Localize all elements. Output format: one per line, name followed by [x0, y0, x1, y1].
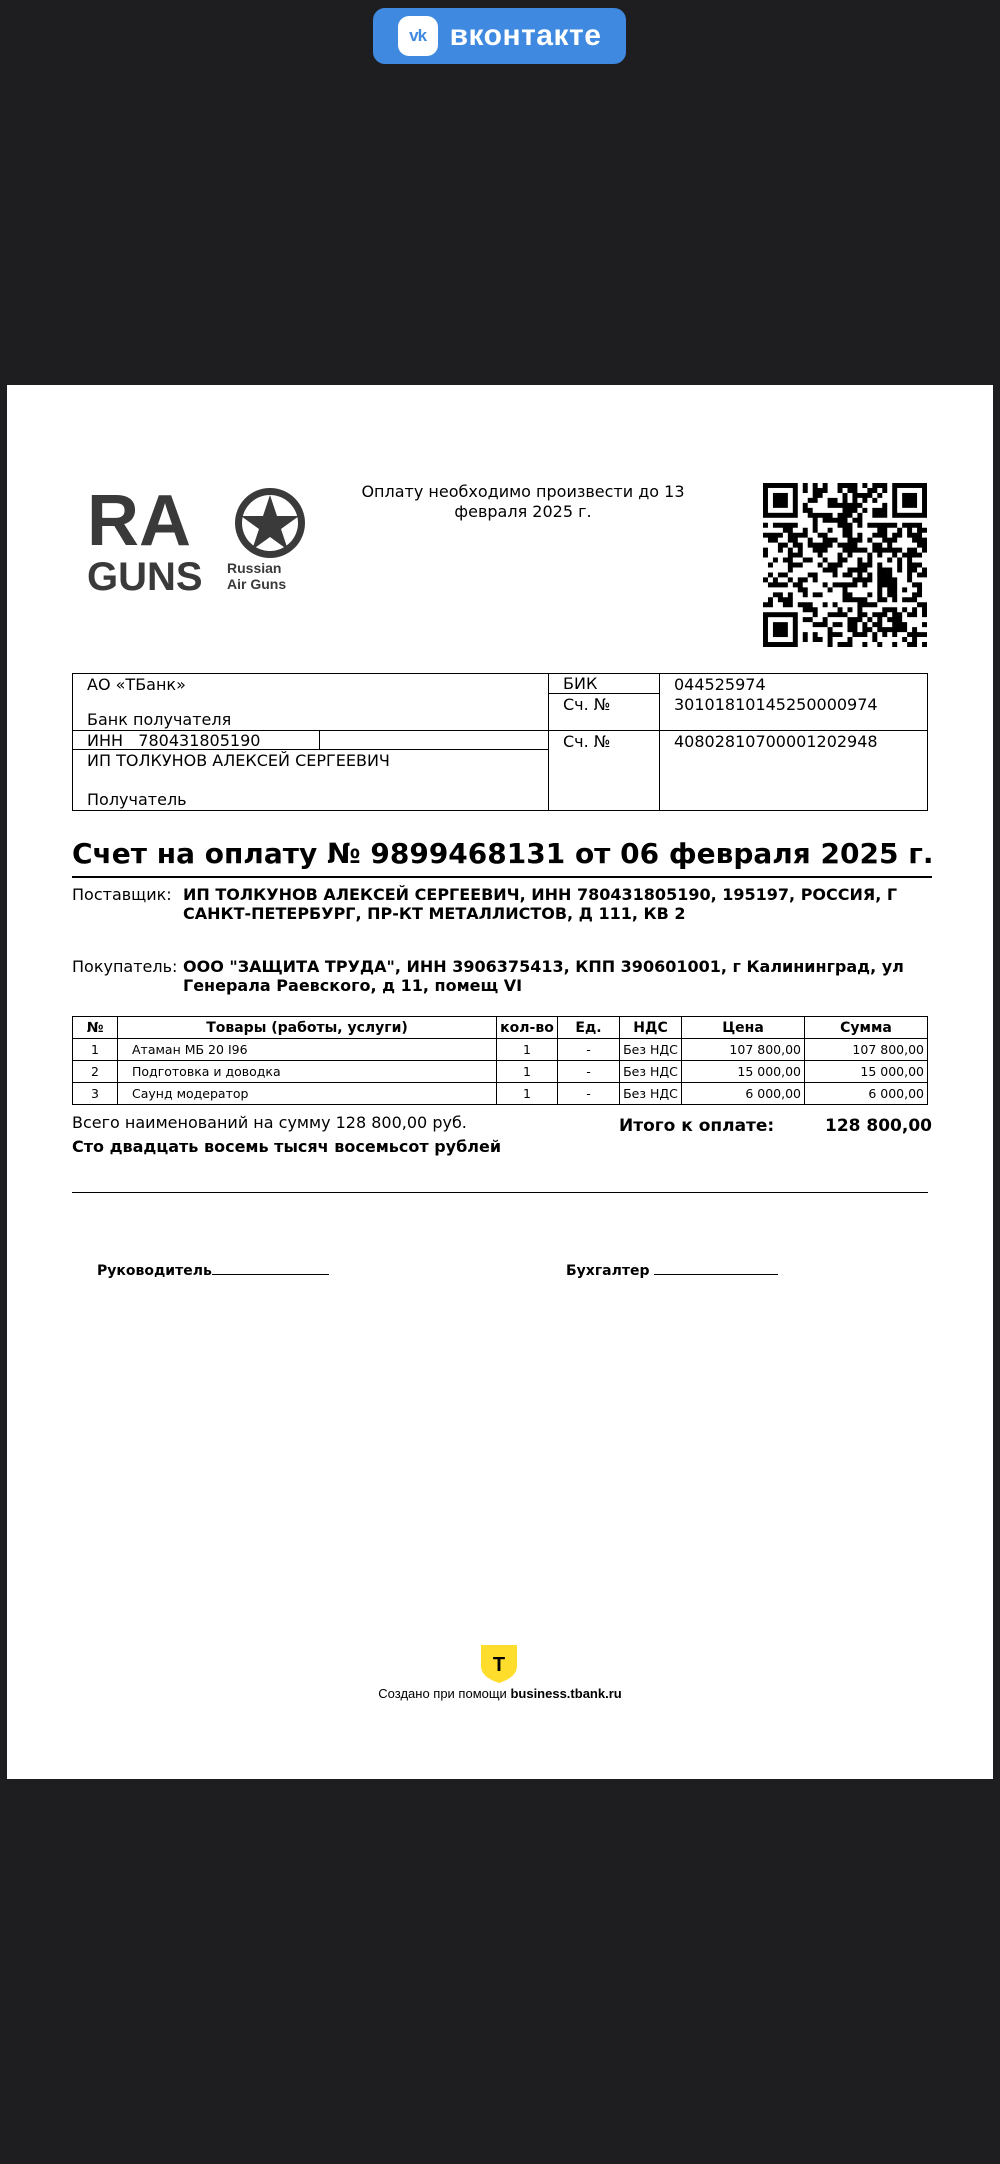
- cell-unit: -: [558, 1083, 620, 1105]
- svg-text:Air Guns: Air Guns: [227, 576, 287, 592]
- invoice-title: Счет на оплату № 9899468131 от 06 февраля 2025 г.: [72, 837, 932, 878]
- footer-site-link[interactable]: business.tbank.ru: [510, 1686, 622, 1701]
- bank-name: АО «ТБанк»: [87, 675, 186, 694]
- cell-num: 1: [73, 1039, 118, 1061]
- recipient-bank-label: Банк получателя: [87, 710, 232, 729]
- bik-label: БИК: [549, 674, 660, 694]
- signature-head: Руководитель: [97, 1263, 329, 1279]
- tbank-logo-icon: [480, 1644, 518, 1684]
- col-header: НДС: [620, 1017, 682, 1039]
- bank-details-table: [72, 673, 928, 811]
- svg-text:GUNS: GUNS: [87, 555, 203, 595]
- cell-vat: Без НДС: [620, 1061, 682, 1083]
- cell-qty: 1: [497, 1083, 558, 1105]
- svg-text:RA: RA: [87, 485, 191, 561]
- cell-vat: Без НДС: [620, 1039, 682, 1061]
- cell-qty: 1: [497, 1039, 558, 1061]
- cell-name: Саунд модератор: [118, 1083, 497, 1105]
- corr-account-label: Сч. №: [549, 694, 660, 731]
- bik-value: 044525974: [674, 675, 766, 694]
- cell-vat: Без НДС: [620, 1083, 682, 1105]
- supplier-value: ИП ТОЛКУНОВ АЛЕКСЕЙ СЕРГЕЕВИЧ, ИНН 780431805190, 195197, РОССИЯ, Г САНКТ-ПЕТЕРБУРГ, ПР-КТ МЕТАЛЛИСТОВ, Д 111, КВ 2: [183, 885, 898, 923]
- supplier-label: Поставщик:: [72, 885, 172, 904]
- col-header: Товары (работы, услуги): [118, 1017, 497, 1039]
- cell-unit: -: [558, 1061, 620, 1083]
- total-in-words: Сто двадцать восемь тысяч восемьсот рублей: [72, 1137, 502, 1156]
- signature-accountant: Бухгалтер: [566, 1263, 778, 1279]
- total-value: 128 800,00: [825, 1116, 933, 1136]
- table-row: [73, 1061, 928, 1083]
- buyer-label: Покупатель:: [72, 957, 178, 976]
- cell-num: 2: [73, 1061, 118, 1083]
- footer-credit: Создано при помощи business.tbank.ru: [378, 1686, 622, 1701]
- account-label: Сч. №: [549, 731, 660, 811]
- cell-qty: 1: [497, 1061, 558, 1083]
- inn-field: ИНН 780431805190: [73, 731, 320, 749]
- cell-sum: 6 000,00: [805, 1083, 928, 1105]
- cell-num: 3: [73, 1083, 118, 1105]
- vk-logo-icon: vk: [398, 16, 438, 56]
- recipient-label: Получатель: [87, 790, 187, 809]
- vk-label: вконтакте: [449, 19, 602, 52]
- cell-name: Подготовка и доводка: [118, 1061, 497, 1083]
- buyer-value: ООО "ЗАЩИТА ТРУДА", ИНН 3906375413, КПП 390601001, г Калининград, ул Генерала Раевского, д 11, помещ VI: [183, 957, 904, 995]
- payment-deadline-note: Оплату необходимо произвести до 13 февраля 2025 г.: [361, 482, 685, 521]
- col-header: кол-во: [497, 1017, 558, 1039]
- cell-unit: -: [558, 1039, 620, 1061]
- table-row: [73, 1083, 928, 1105]
- vk-button[interactable]: [373, 8, 626, 64]
- account-value: 40802810700001202948: [660, 731, 928, 811]
- ra-guns-logo: [87, 485, 317, 595]
- items-table: [72, 1016, 928, 1105]
- col-header: Ед.: [558, 1017, 620, 1039]
- cell-price: 107 800,00: [682, 1039, 805, 1061]
- cell-name: Атаман МБ 20 I96: [118, 1039, 497, 1061]
- table-row: [73, 1039, 928, 1061]
- recipient-name: ИП ТОЛКУНОВ АЛЕКСЕЙ СЕРГЕЕВИЧ: [87, 751, 390, 770]
- qr-code: [763, 483, 927, 647]
- cell-sum: 15 000,00: [805, 1061, 928, 1083]
- svg-text:T: T: [492, 1654, 506, 1676]
- col-header: Сумма: [805, 1017, 928, 1039]
- table-header-row: [73, 1017, 928, 1039]
- col-header: №: [73, 1017, 118, 1039]
- invoice-page: [7, 385, 993, 1779]
- cell-price: 15 000,00: [682, 1061, 805, 1083]
- col-header: Цена: [682, 1017, 805, 1039]
- cell-sum: 107 800,00: [805, 1039, 928, 1061]
- total-label: Итого к оплате:: [619, 1116, 775, 1136]
- items-summary: Всего наименований на сумму 128 800,00 руб.: [72, 1113, 467, 1132]
- svg-text:Russian: Russian: [227, 560, 282, 576]
- cell-price: 6 000,00: [682, 1083, 805, 1105]
- corr-account-value: 30101810145250000974: [674, 695, 878, 714]
- divider: [72, 1192, 928, 1193]
